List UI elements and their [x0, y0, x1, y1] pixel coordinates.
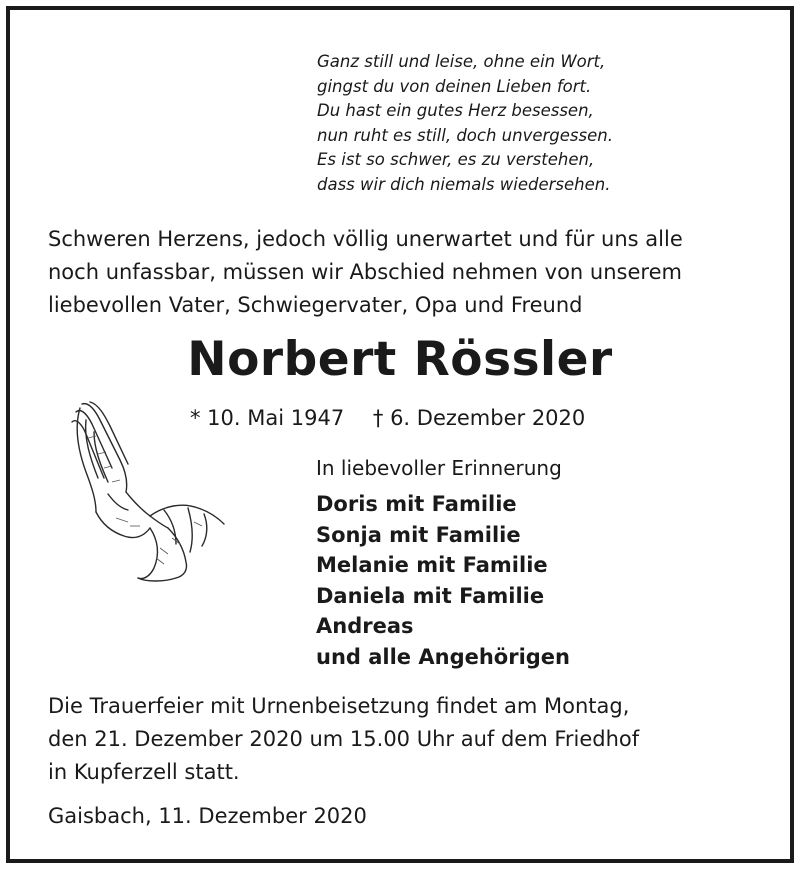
- intro-line: noch unfassbar, müssen wir Abschied nehmen von unserem: [48, 260, 682, 284]
- death-date: † 6. Dezember 2020: [372, 406, 586, 430]
- birth-date: * 10. Mai 1947: [190, 406, 345, 430]
- poem: [317, 50, 697, 197]
- ceremony-info: [48, 690, 788, 789]
- place-date: Gaisbach, 11. Dezember 2020: [48, 804, 367, 828]
- intro-line: Schweren Herzens, jedoch völlig unerwartet und für uns alle: [48, 227, 683, 251]
- mourner-name: Sonja mit Familie: [316, 522, 521, 547]
- poem-line: Du hast ein gutes Herz besessen,: [317, 101, 594, 120]
- mourner-name: und alle Angehörigen: [316, 644, 570, 669]
- obituary-frame: [6, 6, 794, 863]
- mourner-name: Melanie mit Familie: [316, 553, 548, 578]
- intro-text: [48, 223, 788, 322]
- poem-line: Es ist so schwer, es zu verstehen,: [317, 150, 595, 169]
- mourner-name: Daniela mit Familie: [316, 583, 545, 608]
- mourner-name: Andreas: [316, 614, 414, 639]
- ceremony-line: Die Trauerfeier mit Urnenbeisetzung findet am Montag,: [48, 694, 630, 718]
- intro-line: liebevollen Vater, Schwiegervater, Opa und Freund: [48, 293, 583, 317]
- mourners-list: [316, 489, 570, 673]
- poem-line: dass wir dich niemals wiedersehen.: [317, 174, 611, 194]
- poem-line: Ganz still und leise, ohne ein Wort,: [317, 52, 606, 71]
- ceremony-line: in Kupferzell statt.: [48, 760, 240, 784]
- life-dates: [190, 403, 585, 433]
- memory-label: In liebevoller Erinnerung: [316, 456, 562, 480]
- ceremony-line: den 21. Dezember 2020 um 15.00 Uhr auf dem Friedhof: [48, 727, 640, 751]
- poem-line: nun ruht es still, doch unvergessen.: [317, 125, 613, 145]
- deceased-name: Norbert Rössler: [187, 332, 613, 387]
- mourner-name: Doris mit Familie: [316, 492, 517, 516]
- poem-line: gingst du von deinen Lieben fort.: [317, 76, 592, 96]
